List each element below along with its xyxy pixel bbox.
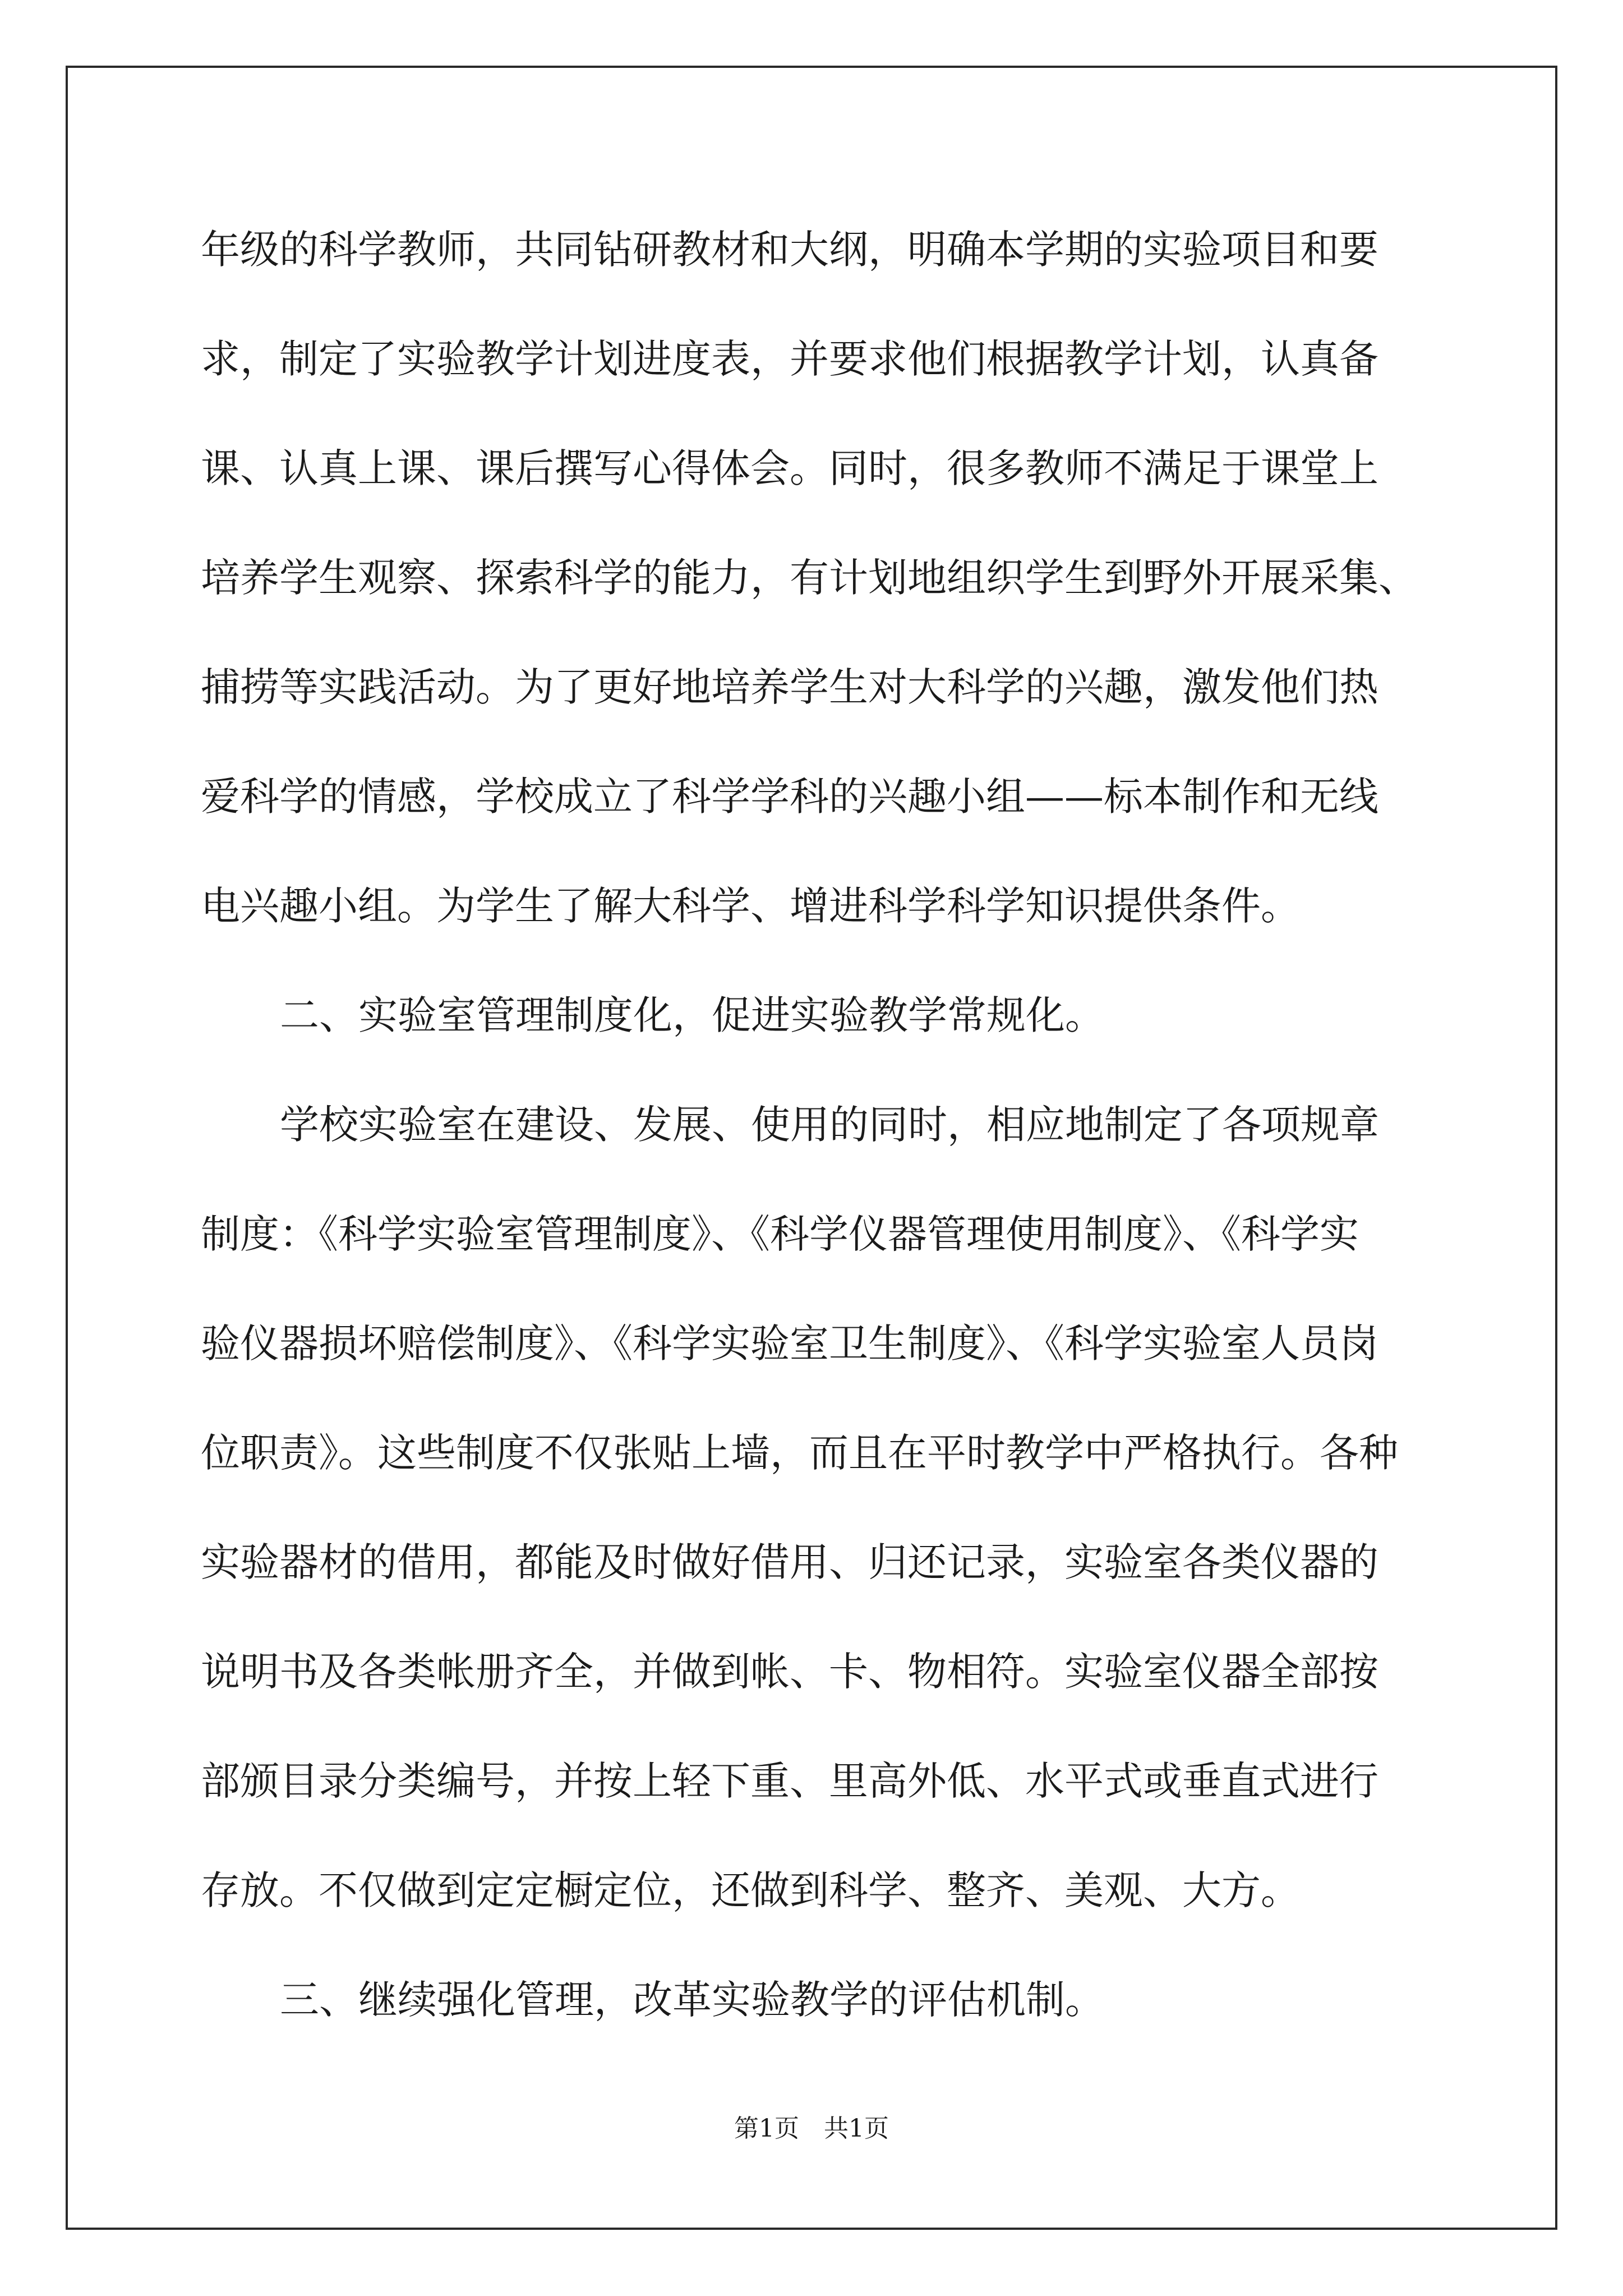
text-line: 捕捞等实践活动。为了更好地培养学生对大科学的兴趣，激发他们热 <box>201 664 1378 710</box>
text-line: 实验器材的借用，都能及时做好借用、归还记录，实验室各类仪器的 <box>201 1539 1378 1585</box>
text-line: 验仪器损坏赔偿制度》、《科学实验室卫生制度》、《科学实验室人员岗 <box>201 1320 1378 1366</box>
text-line: 培养学生观察、探索科学的能力，有计划地组织学生到野外开展采集、 <box>201 555 1418 601</box>
section-heading: 二、实验室管理制度化，促进实验教学常规化。 <box>280 992 1104 1038</box>
text-line: 电兴趣小组。为学生了解大科学、增进科学科学知识提供条件。 <box>201 883 1300 929</box>
text-line: 学校实验室在建设、发展、使用的同时，相应地制定了各项规章 <box>280 1102 1379 1148</box>
text-line: 年级的科学教师，共同钻研教材和大纲，明确本学期的实验项目和要 <box>201 227 1378 273</box>
text-line: 课、认真上课、课后撰写心得体会。同时，很多教师不满足于课堂上 <box>201 445 1378 491</box>
text-line: 说明书及各类帐册齐全，并做到帐、卡、物相符。实验室仪器全部按 <box>201 1649 1378 1695</box>
text-line: 求，制定了实验教学计划进度表，并要求他们根据教学计划，认真备 <box>201 336 1378 382</box>
text-line: 位职责》。这些制度不仅张贴上墙，而且在平时教学中严格执行。各种 <box>201 1430 1398 1476</box>
text-line: 制度：《科学实验室管理制度》、《科学仪器管理使用制度》、《科学实 <box>201 1211 1359 1257</box>
text-line: 部颁目录分类编号，并按上轻下重、里高外低、水平式或垂直式进行 <box>201 1758 1378 1804</box>
text-line: 存放。不仅做到定定橱定位，还做到科学、整齐、美观、大方。 <box>201 1867 1300 1913</box>
section-heading: 三、继续强化管理，改革实验教学的评估机制。 <box>280 1977 1104 2023</box>
text-line: 爱科学的情感，学校成立了科学学科的兴趣小组——标本制作和无线 <box>201 774 1378 820</box>
page-number: 第1页 共1页 <box>734 2114 889 2143</box>
